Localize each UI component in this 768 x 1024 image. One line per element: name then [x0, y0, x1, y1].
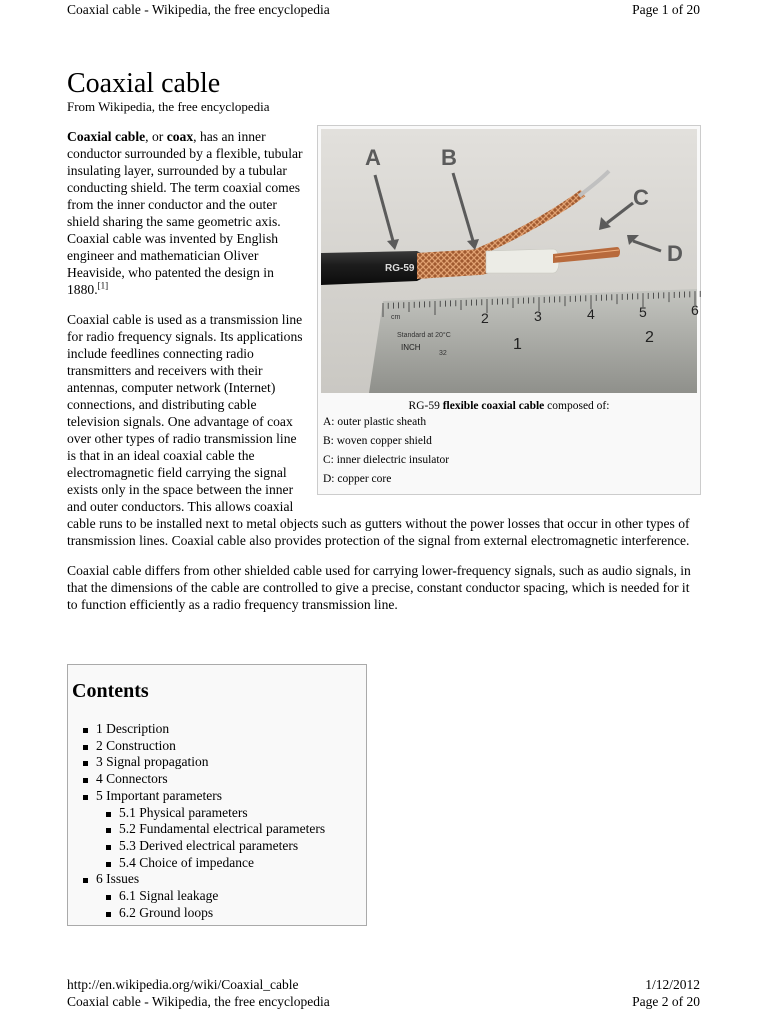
ruler: [369, 289, 700, 393]
citation-link[interactable]: [1]: [97, 280, 109, 291]
article-body: [67, 128, 701, 626]
ruler-fraction: 32: [439, 350, 447, 357]
toc-item[interactable]: 2 Construction: [68, 738, 366, 755]
term-coax: coax: [166, 129, 194, 144]
label-d: D: [667, 241, 683, 266]
ruler-inch-mark: 1: [513, 336, 522, 353]
next-header-page-number: Page 2 of 20: [632, 994, 700, 1009]
page-header: [67, 2, 700, 20]
label-a: A: [365, 145, 381, 170]
header-page-number: Page 1 of 20: [632, 2, 700, 17]
ruler-cm-mark: 5: [639, 304, 647, 320]
caption-item: B: woven copper shield: [323, 435, 432, 447]
toc-item[interactable]: 4 Connectors: [68, 771, 366, 788]
ruler-cm-unit: cm: [391, 314, 401, 321]
ruler-cm-mark: 3: [534, 308, 542, 324]
toc-item[interactable]: 3 Signal propagation: [68, 754, 366, 771]
label-b: B: [441, 145, 457, 170]
caption-prefix: RG-59: [408, 400, 443, 412]
table-of-contents: [67, 664, 367, 926]
intro-text: , or: [145, 129, 167, 144]
toc-subitem[interactable]: 5.2 Fundamental electrical parameters: [68, 821, 366, 838]
caption-link[interactable]: flexible coaxial cable: [442, 400, 545, 412]
header-title: Coaxial cable - Wikipedia, the free encyclopedia: [67, 2, 330, 17]
footer-url[interactable]: http://en.wikipedia.org/wiki/Coaxial_cable: [67, 977, 299, 992]
ruler-inch-mark: 2: [645, 329, 654, 346]
ruler-cm-mark: 6: [691, 302, 699, 318]
caption-item: D: copper core: [323, 473, 392, 485]
toc-subitem[interactable]: 6.1 Signal leakage: [68, 888, 366, 905]
shielding-paragraph: Coaxial cable differs from other shielded cable used for carrying lower-frequency signals, such as audio signals, in that the dimensions of the cable are controlled to give a precise, constant conductor spacing, which is needed for it to function efficiently as a radio frequency transmission line.: [67, 563, 691, 612]
cable-photo: [321, 129, 697, 393]
term-coaxial-cable: Coaxial cable: [67, 129, 146, 144]
next-header-title: Coaxial cable - Wikipedia, the free encyclopedia: [67, 994, 330, 1009]
label-c: C: [633, 185, 649, 210]
toc-subitem[interactable]: 5.4 Choice of impedance: [68, 855, 366, 872]
cable-print: RG-59: [385, 263, 415, 274]
caption-suffix: composed of:: [544, 400, 610, 412]
footer-date: 1/12/2012: [645, 977, 700, 992]
toc-item[interactable]: 5 Important parameters: [68, 788, 366, 805]
ruler-inch-label: INCH: [401, 343, 421, 352]
ruler-standard-text: Standard at 20°C: [397, 332, 451, 339]
toc-item[interactable]: 6 Issues: [68, 871, 366, 888]
toc-item[interactable]: 1 Description: [68, 721, 366, 738]
applications-paragraph: Coaxial cable is used as a transmission line for radio frequency signals. Its applications include feedlines connecting radio transmitters and receivers with their antennas, computer network (Internet) connections, and distributing cable television signals. One advantage of coax over other types of radio transmission line is that in an ideal coaxial cable the electromagnetic field carrying the signal exists only in the space between the inner and outer conductors. This allows coaxial cable runs to be installed next to metal objects such as gutters without the power losses that occur in other types of transmission lines. Coaxial cable also provides protection of the signal from external electromagnetic interference.: [67, 312, 690, 548]
page-title: Coaxial cable: [67, 68, 221, 99]
toc-subitem[interactable]: 5.1 Physical parameters: [68, 805, 366, 822]
toc-title: Contents: [72, 680, 149, 702]
ruler-cm-mark: 2: [481, 310, 489, 326]
caption-item: C: inner dielectric insulator: [323, 454, 450, 466]
intro-text: , has an inner conductor surrounded by a flexible, tubular insulating layer, surrounded by a tubular conducting shield. The term coaxial comes from the inner conductor and the outer shield sharing the same geometric axis. Coaxial cable was invented by English engineer and mathematician Oliver Heaviside, who patented the design in 1880.: [67, 129, 303, 297]
cable-figure: [317, 125, 701, 495]
page-footer: [67, 977, 700, 993]
ruler-cm-mark: 4: [587, 306, 595, 322]
caption-item: A: outer plastic sheath: [323, 416, 427, 428]
toc-subitem[interactable]: 6.2 Ground loops: [68, 905, 366, 922]
toc-list: [68, 721, 366, 921]
figure-caption: [321, 399, 697, 413]
next-page-header: [67, 994, 700, 1010]
toc-subitem[interactable]: 5.3 Derived electrical parameters: [68, 838, 366, 855]
page-subtitle: From Wikipedia, the free encyclopedia: [67, 99, 270, 114]
